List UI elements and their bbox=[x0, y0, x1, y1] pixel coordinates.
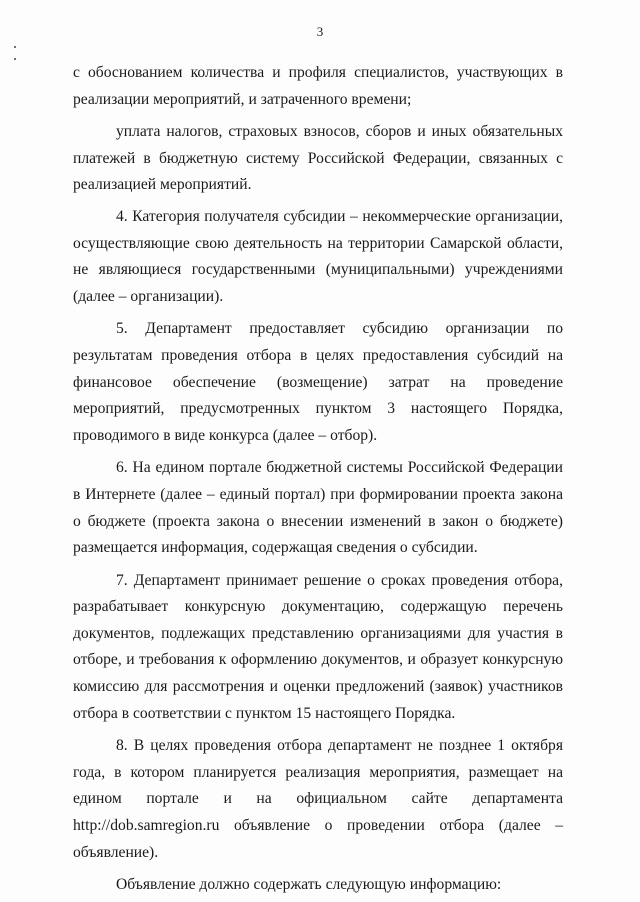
scan-mark bbox=[14, 46, 16, 48]
paragraph: 5. Департамент предоставляет субсидию организации по результатам проведения отбора в целях предоставления субсидий на финансовое обеспечение (возмещение) затрат на проведение мероприятий, предусмотренных пунктом 3 настоящего Порядка, проводимого в виде конкурса (далее – отбор). bbox=[73, 320, 563, 444]
scan-mark bbox=[14, 58, 16, 60]
paragraph: 7. Департамент принимает решение о сроках проведения отбора, разрабатывает конкурсную документацию, содержащую перечень документов, подлежащих представлению организациями для участия в отборе, и требования к оформлению документов, и образует конкурсную комиссию для рассмотрения и оценки предложений (заявок) участников отбора в соответствии с пунктом 15 настоящего Порядка. bbox=[73, 571, 563, 722]
paragraph: уплата налогов, страховых взносов, сборов и иных обязательных платежей в бюджетную систему Российской Федерации, связанных с реализацией мероприятий. bbox=[73, 123, 563, 194]
document-body bbox=[73, 60, 563, 899]
page-number: 3 bbox=[316, 24, 324, 39]
paragraph: 6. На едином портале бюджетной системы Российской Федерации в Интернете (далее – единый портал) при формировании проекта закона о бюджете (проекта закона о внесении изменений в закон о бюджете) размещается информация, содержащая сведения о субсидии. bbox=[73, 459, 563, 557]
paragraph: Объявление должно содержать следующую информацию: bbox=[116, 876, 502, 894]
paragraph: 4. Категория получателя субсидии – некоммерческие организации, осуществляющие свою деятельность на территории Самарской области, не являющиеся государственными (муниципальными) учреждениями (далее – организации). bbox=[73, 207, 563, 305]
paragraph: 8. В целях проведения отбора департамент не позднее 1 октября года, в котором планируется реализация мероприятия, размещает на едином портале и на официальном сайте департамента http://dob.samregion.ru объявление о проведении отбора (далее – объявление). bbox=[73, 737, 563, 861]
paragraph: с обоснованием количества и профиля специалистов, участвующих в реализации мероприятий, и затраченного времени; bbox=[73, 64, 563, 108]
